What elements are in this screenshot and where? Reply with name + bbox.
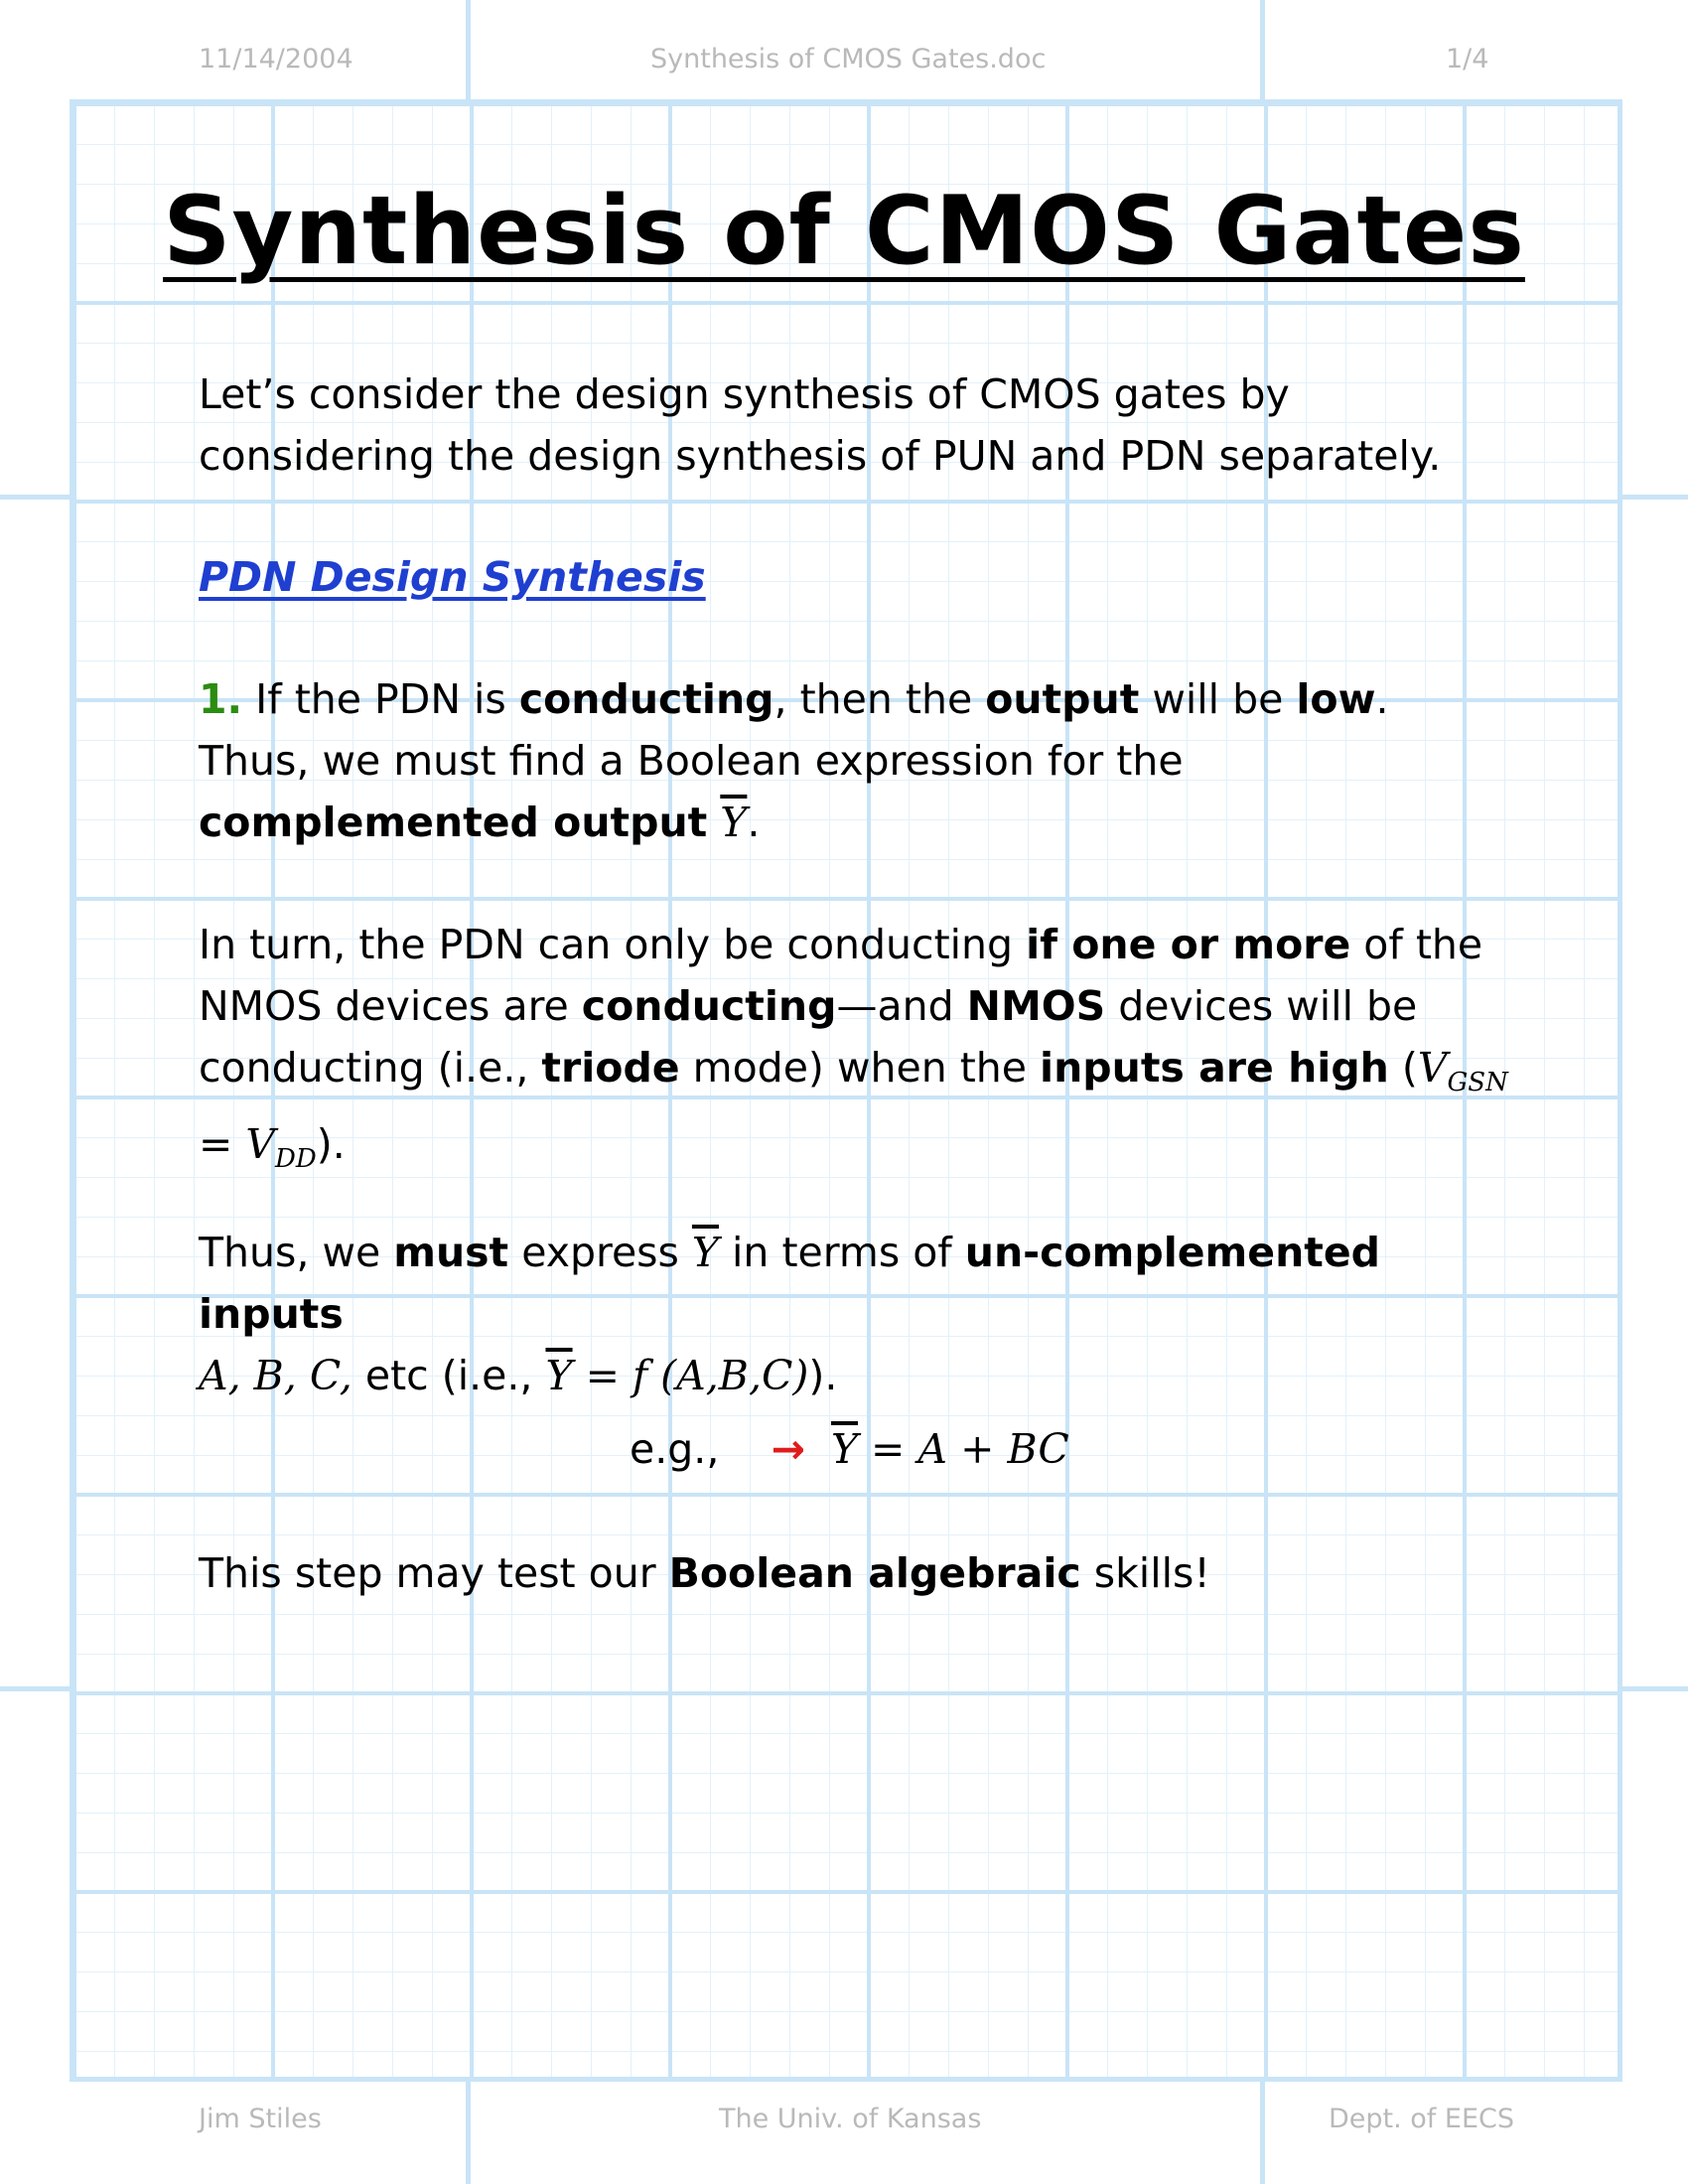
para-2-text-j: ). — [316, 1120, 346, 1169]
para-2-bold-a: if one or more — [1026, 921, 1351, 968]
para-2-line-1 — [199, 914, 1519, 975]
step-1-text-d: . — [1375, 675, 1389, 723]
grid-ext-top-left — [466, 0, 471, 99]
closing-bold: Boolean algebraic — [668, 1549, 1081, 1597]
para-2-text-h: ( — [1388, 1044, 1418, 1092]
voltage-subscript-gsn: GSN — [1447, 1068, 1508, 1098]
para-3-text-b: express — [508, 1229, 692, 1276]
para-3-text-d: etc (i.e., — [352, 1352, 546, 1399]
red-arrow-icon: → — [771, 1425, 805, 1473]
function-expression: = f (A,B,C) — [572, 1352, 809, 1399]
y-bar-symbol: $\overline{Y}$ — [830, 1425, 859, 1473]
step-1-line-2: Thus, we must find a Boolean expression for the — [199, 737, 1184, 785]
para-2-text-a: In turn, the PDN can only be conducting — [199, 921, 1027, 968]
para-2-text-c: NMOS devices are — [199, 982, 582, 1030]
y-bar-symbol: $\overline{Y}$ — [720, 799, 748, 846]
intro-line-2: considering the design synthesis of PUN and PDN separately. — [199, 432, 1442, 480]
section-heading — [199, 546, 1519, 608]
example-equation: = A + BC — [858, 1425, 1069, 1473]
grid-ext-right-upper — [1622, 495, 1688, 500]
example-label: e.g., — [630, 1425, 720, 1473]
para-3-text-e: ). — [808, 1352, 838, 1399]
para-2-text-f: conducting (i.e., — [199, 1044, 542, 1092]
step-1-text-e: . — [747, 799, 761, 846]
step-1-bold-low: low — [1296, 675, 1376, 723]
step-1-text-b: , then the — [774, 675, 986, 723]
grid-ext-left-upper — [0, 495, 70, 500]
step-1-paragraph — [199, 668, 1519, 853]
section-heading-link[interactable]: PDN Design Synthesis — [199, 553, 706, 601]
closing-text-b: skills! — [1080, 1549, 1210, 1597]
para-3-text-a: Thus, we — [199, 1229, 394, 1276]
para-2-line-4 — [199, 1113, 1519, 1190]
header-filename: Synthesis of CMOS Gates.doc — [650, 44, 1047, 74]
para-2-text-i: = — [199, 1120, 246, 1169]
grid-ext-bottom-right — [1260, 2082, 1265, 2184]
closing-line — [199, 1542, 1519, 1604]
step-1-bold-conducting: conducting — [518, 675, 774, 723]
step-1-text-c: will be — [1139, 675, 1297, 723]
closing-paragraph — [199, 1542, 1519, 1604]
grid-ext-bottom-left — [466, 2082, 471, 2184]
grid-ext-top-right — [1260, 0, 1265, 99]
voltage-subscript-dd: DD — [275, 1144, 317, 1175]
para-2-text-g: mode) when the — [679, 1044, 1041, 1092]
step-1-line-3 — [199, 792, 1519, 853]
para-2-text-b: of the — [1350, 921, 1483, 968]
step-1-line-1 — [199, 668, 1519, 730]
para-3-line-2 — [199, 1345, 1519, 1406]
para-2-bold-d: triode — [541, 1044, 680, 1092]
input-variables: A, B, C, — [199, 1352, 352, 1399]
para-2-bold-b: conducting — [581, 982, 837, 1030]
voltage-symbol-dd: V — [245, 1120, 275, 1169]
header-date: 11/14/2004 — [199, 44, 353, 74]
intro-paragraph — [199, 364, 1519, 487]
grid-ext-left-lower — [0, 1686, 70, 1691]
para-2-bold-c: NMOS — [966, 982, 1106, 1030]
example-line — [630, 1418, 1069, 1480]
y-bar-symbol: $\overline{Y}$ — [691, 1229, 719, 1276]
footer-university: The Univ. of Kansas — [719, 2104, 982, 2134]
paragraph-3 — [199, 1222, 1519, 1406]
paragraph-2 — [199, 914, 1519, 1190]
grid-ext-right-lower — [1622, 1686, 1688, 1691]
para-3-bold-a: must — [393, 1229, 509, 1276]
voltage-symbol-gsn: V — [1417, 1044, 1448, 1092]
step-number: 1. — [199, 675, 243, 723]
para-3-text-c: in terms of — [719, 1229, 965, 1276]
page-title — [0, 177, 1688, 286]
para-3-line-1 — [199, 1222, 1519, 1345]
para-2-text-e: devices will be — [1105, 982, 1418, 1030]
para-2-line-2 — [199, 975, 1519, 1037]
footer-author: Jim Stiles — [199, 2104, 322, 2134]
y-bar-symbol: $\overline{Y}$ — [545, 1352, 573, 1399]
closing-text-a: This step may test our — [199, 1549, 669, 1597]
step-1-bold-output: output — [985, 675, 1140, 723]
para-3-bold-b: un-complemented inputs — [199, 1229, 1381, 1338]
step-1-text-a: If the PDN is — [242, 675, 519, 723]
page-title-text: Synthesis of CMOS Gates — [163, 177, 1525, 286]
para-2-text-d: —and — [836, 982, 967, 1030]
para-2-bold-e: inputs are high — [1040, 1044, 1389, 1092]
para-2-line-3 — [199, 1037, 1519, 1113]
intro-line-1: Let’s consider the design synthesis of CMOS gates by — [199, 370, 1290, 418]
step-1-bold-complemented-output: complemented output — [199, 799, 708, 846]
header-page-number: 1/4 — [1446, 44, 1489, 74]
footer-department: Dept. of EECS — [1329, 2104, 1515, 2134]
